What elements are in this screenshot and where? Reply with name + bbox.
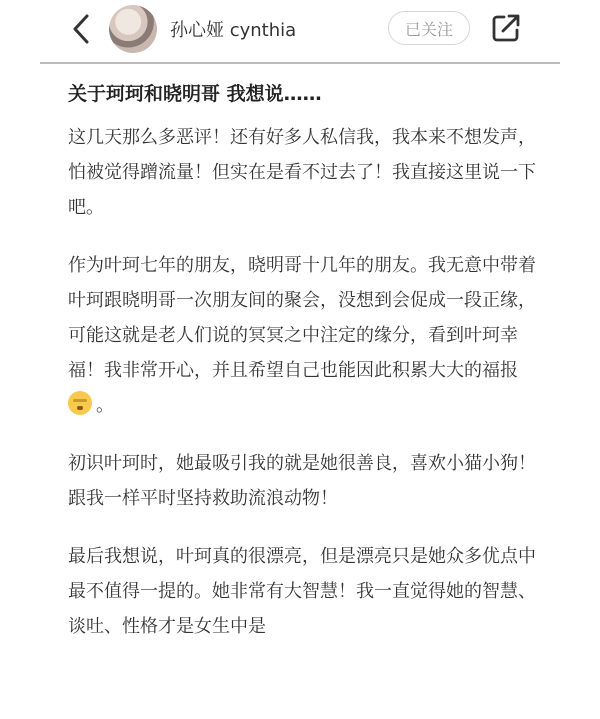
- smiling-face-icon: [68, 391, 92, 415]
- follow-button[interactable]: 已关注: [388, 11, 470, 45]
- post-header: [0, 0, 600, 62]
- paragraph: 作为叶珂七年的朋友，晓明哥十几年的朋友。我无意中带着叶珂跟晓明哥一次朋友间的聚会，没想到会促成一段正缘，可能这就是老人们说的冥冥之中注定的缘分，看到叶珂幸福！我非常开心，并且希望自己也能因此积累大大的福报: [68, 255, 536, 381]
- post-body: [68, 74, 548, 667]
- paragraph: 这几天那么多恶评！还有好多人私信我，我本来不想发声，怕被觉得蹭流量！但实在是看不过去了！我直接这里说一下吧。: [68, 127, 536, 218]
- paragraph: 最后我想说，叶珂真的很漂亮，但是漂亮只是她众多优点中最不值得一提的。她非常有大智慧！我一直觉得她的智慧、谈吐、性格才是女生中是: [68, 546, 536, 637]
- share-icon[interactable]: [490, 12, 522, 44]
- header-divider: [40, 62, 560, 64]
- post-title: 关于珂珂和晓明哥 我想说……: [68, 83, 322, 105]
- avatar[interactable]: [109, 5, 157, 53]
- emoji-line-suffix: 。: [96, 395, 114, 416]
- chevron-left-icon[interactable]: [70, 12, 94, 46]
- username[interactable]: 孙心娅 cynthia: [170, 20, 297, 41]
- paragraph: 初识叶珂时，她最吸引我的就是她很善良，喜欢小猫小狗！跟我一样平时坚持救助流浪动物！: [68, 453, 536, 509]
- emoji-line: [68, 388, 548, 423]
